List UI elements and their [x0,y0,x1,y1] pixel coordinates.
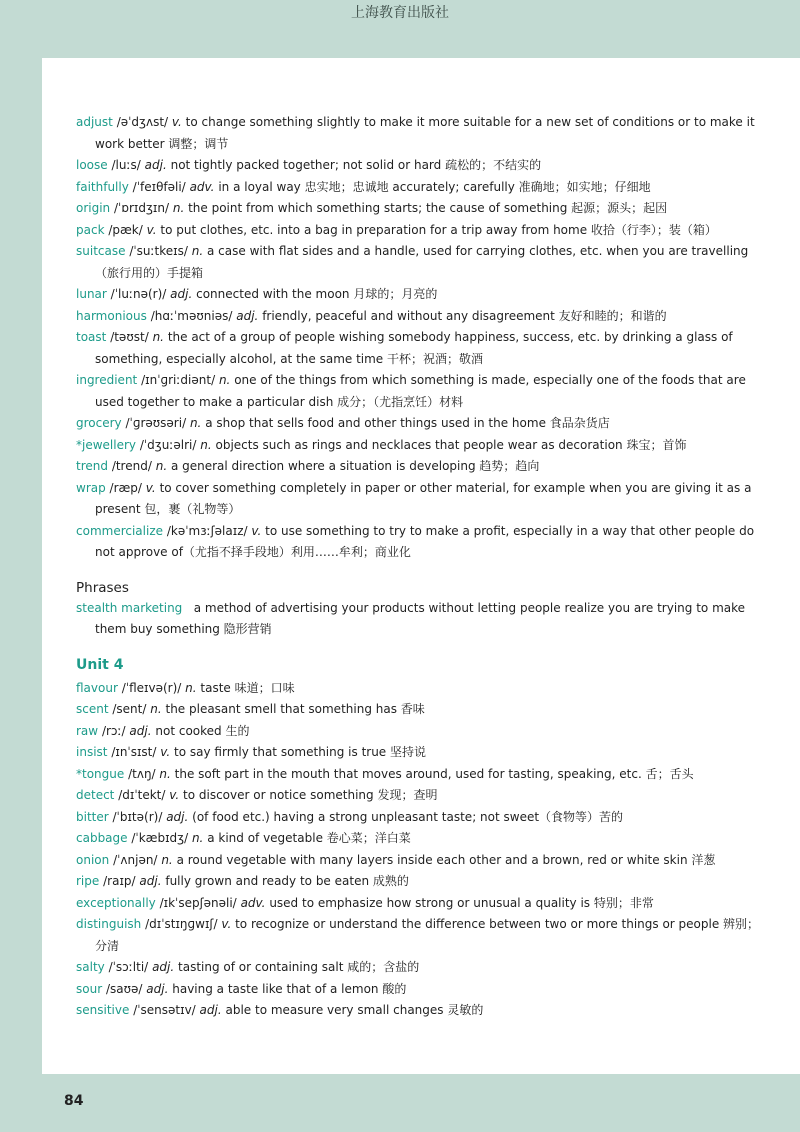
part-of-speech: adv. [240,895,266,910]
pronunciation: /ræp/ [109,480,142,495]
part-of-speech: adj. [166,809,189,824]
part-of-speech: adj. [199,1003,222,1017]
vocab-entry [76,413,766,435]
page-number: 84 [64,1093,84,1109]
definition: the pleasant smell that something has 香味 [165,702,425,716]
pronunciation: /pæk/ [108,222,143,237]
headword: scent [76,702,109,716]
headword: toast [76,330,107,344]
headword: pack [76,222,105,237]
part-of-speech: n. [150,702,162,716]
headword: insist [76,745,108,759]
vocab-entry [76,306,766,328]
part-of-speech: v. [169,788,180,802]
part-of-speech: adv. [189,179,215,194]
definition: a shop that sells food and other things used in the home 食品杂货店 [205,416,610,430]
headword: raw [76,723,99,738]
definition: a method of advertising your products without letting people realize you are trying to make them buy something 隐形营销 [95,600,746,636]
phrases-list [76,598,766,641]
definition: to cover something completely in paper or other material, for example when you are giving it as a present 包，裹（礼物等） [95,480,752,516]
definition: to change something slightly to make it more suitable for a new set of conditions or to make it work better 调整；调节 [95,115,755,151]
vocab-entry [76,521,766,564]
pronunciation: /ˈkæbɪdʒ/ [131,831,189,845]
part-of-speech: v. [145,480,156,495]
publisher-header: 上海教育出版社 [351,5,449,21]
headword: suitcase [76,244,126,258]
part-of-speech: adj. [144,158,167,172]
definition: to use something to try to make a profit, especially in a way that other people do not approve of（尤指不择手段地）利用……牟利；商业化 [95,523,755,559]
headword: distinguish [76,917,142,931]
headword: adjust [76,115,113,129]
headword: faithfully [76,179,129,194]
pronunciation: /ɪnˈɡriːdiənt/ [141,373,216,387]
vocab-entry [76,871,766,893]
pronunciation: /ˈbɪtə(r)/ [112,809,163,824]
definition: to put clothes, etc. into a bag in preparation for a trip away from home 收拾（行李）；装（箱） [160,222,717,237]
part-of-speech: adj. [129,723,152,738]
definition: the point from which something starts; the cause of something 起源；源头；起因 [188,201,668,215]
headword: commercialize [76,523,164,538]
pronunciation: /tʌŋ/ [128,766,156,781]
phrases-title: Phrases [76,579,129,596]
vocab-entry [76,914,766,957]
vocab-entry [76,284,766,306]
definition: a case with flat sides and a handle, used for carrying clothes, etc. when you are travelling（旅行用的）手提箱 [95,244,749,280]
vocab-entry [76,828,766,850]
vocab-entry [76,220,766,242]
part-of-speech: n. [191,244,204,258]
pronunciation: /əˈdʒʌst/ [116,115,169,129]
vocab-entry [76,893,766,915]
vocab-entry [76,807,766,829]
pronunciation: /saʊə/ [105,981,143,996]
pronunciation: /ɪkˈsepʃənəli/ [159,895,237,910]
definition: to recognize or understand the difference between two or more things or people 辨别；分清 [95,917,760,953]
pronunciation: /ˈɡrəʊsəri/ [125,416,187,430]
pronunciation: /ˈfeɪθfəli/ [132,179,186,194]
pronunciation: /rɔː/ [101,723,126,738]
pronunciation: /dɪˈstɪŋɡwɪʃ/ [145,917,218,931]
vocab-entry [76,699,766,721]
definition: a round vegetable with many layers inside each other and a brown, red or white skin 洋葱 [176,852,716,867]
definition: objects such as rings and necklaces that people wear as decoration 珠宝；首饰 [215,437,687,452]
definition: one of the things from which something is made, especially one of the foods that are used together to make a particular dish 成分；（尤指烹饪）材料 [95,373,746,409]
part-of-speech: n. [155,459,168,473]
definition: used to emphasize how strong or unusual a quality is 特别；非常 [269,895,654,910]
part-of-speech: adj. [170,287,193,301]
definition: the act of a group of people wishing somebody happiness, success, etc. by drinking a glass of something, especially alcohol, at the same time 干杯；祝酒；敬酒 [95,330,733,366]
vocab-entry [76,241,766,284]
part-of-speech: v. [171,115,182,129]
headword: sour [76,981,103,996]
pronunciation: /ˈsuːtkeɪs/ [129,244,188,258]
definition: tasting of or containing salt 咸的；含盐的 [178,960,420,974]
part-of-speech: n. [159,766,171,781]
vocab-entry [76,785,766,807]
headword: ripe [76,874,100,888]
part-of-speech: v. [160,745,171,759]
definition: in a loyal way 忠实地；忠诚地 accurately; carefully 准确地；如实地；仔细地 [218,179,651,194]
headword: cabbage [76,831,128,845]
vocab-entry [76,598,766,641]
pronunciation: /raɪp/ [103,874,136,888]
vocab-entry [76,1000,766,1022]
headword: trend [76,459,108,473]
vocab-entry [76,850,766,872]
part-of-speech: n. [191,831,204,845]
part-of-speech: v. [221,917,232,931]
pronunciation: /luːs/ [111,158,141,172]
headword: wrap [76,480,106,495]
definition: friendly, peaceful and without any disagreement 友好和睦的；和谐的 [262,308,667,323]
part-of-speech: adj. [146,981,169,996]
headword: *tongue [76,766,125,781]
unit3-entries [76,112,766,564]
vocab-entry [76,957,766,979]
definition: (of food etc.) having a strong unpleasant taste; not sweet（食物等）苦的 [192,809,624,824]
part-of-speech: n. [218,373,231,387]
part-of-speech: n. [161,852,173,867]
definition: not tightly packed together; not solid or hard 疏松的；不结实的 [170,158,542,172]
vocab-entry [76,435,766,457]
part-of-speech: v. [251,523,262,538]
pronunciation: /kəˈmɜːʃəlaɪz/ [166,523,248,538]
definition: connected with the moon 月球的；月亮的 [196,287,438,301]
headword: harmonious [76,308,147,323]
pronunciation: /sent/ [112,702,147,716]
part-of-speech: n. [185,680,197,695]
pronunciation: /ˈɒrɪdʒɪn/ [114,201,170,215]
pronunciation: /ˈsɔːlti/ [108,960,149,974]
definition: fully grown and ready to be eaten 成熟的 [165,874,409,888]
part-of-speech: adj. [139,874,162,888]
definition: having a taste like that of a lemon 酸的 [172,981,407,996]
headword: stealth marketing [76,600,183,615]
part-of-speech: adj. [152,960,175,974]
vocab-entry [76,198,766,220]
unit4-title: Unit 4 [76,656,124,673]
page-sheet [42,58,800,1074]
pronunciation: /təʊst/ [110,330,149,344]
vocabulary-list [76,112,766,1022]
definition: able to measure very small changes 灵敏的 [225,1003,484,1017]
headword: loose [76,158,108,172]
pronunciation: /ˈsensətɪv/ [133,1003,196,1017]
headword: grocery [76,416,122,430]
vocab-entry [76,327,766,370]
part-of-speech: v. [146,222,157,237]
vocab-entry [76,112,766,155]
definition: the soft part in the mouth that moves around, used for tasting, speaking, etc. 舌；舌头 [174,766,694,781]
pronunciation: /dɪˈtekt/ [118,788,166,802]
definition: to discover or notice something 发现；查明 [183,788,438,802]
vocab-entry [76,478,766,521]
headword: exceptionally [76,895,156,910]
pronunciation: /ˈdʒuːəlri/ [139,437,197,452]
definition: a general direction where a situation is developing 趋势；趋向 [170,459,540,473]
headword: *jewellery [76,437,136,452]
unit4-entries [76,678,766,1022]
headword: ingredient [76,373,138,387]
part-of-speech: n. [200,437,212,452]
vocab-entry [76,979,766,1001]
vocab-entry [76,370,766,413]
headword: bitter [76,809,109,824]
vocab-entry [76,721,766,743]
pronunciation: /hɑːˈməʊniəs/ [150,308,233,323]
headword: onion [76,852,110,867]
vocab-entry [76,177,766,199]
headword: flavour [76,680,118,695]
headword: salty [76,960,105,974]
definition: to say firmly that something is true 坚持说 [174,745,427,759]
vocab-entry [76,678,766,700]
headword: detect [76,788,115,802]
definition: not cooked 生的 [155,723,250,738]
part-of-speech: n. [152,330,164,344]
pronunciation: /ɪnˈsɪst/ [111,745,157,759]
vocab-entry [76,764,766,786]
definition: a kind of vegetable 卷心菜；洋白菜 [207,831,411,845]
headword: origin [76,201,111,215]
vocab-entry [76,456,766,478]
vocab-entry [76,155,766,177]
part-of-speech: n. [189,416,202,430]
pronunciation: /ˈluːnə(r)/ [110,287,167,301]
headword: sensitive [76,1003,130,1017]
definition: taste 味道；口味 [200,680,295,695]
pronunciation: /ˈfleɪvə(r)/ [121,680,182,695]
vocab-entry [76,742,766,764]
pronunciation: /ˈʌnjən/ [113,852,158,867]
part-of-speech: n. [172,201,185,215]
headword: lunar [76,287,107,301]
part-of-speech: adj. [236,308,259,323]
pronunciation: /trend/ [111,459,152,473]
